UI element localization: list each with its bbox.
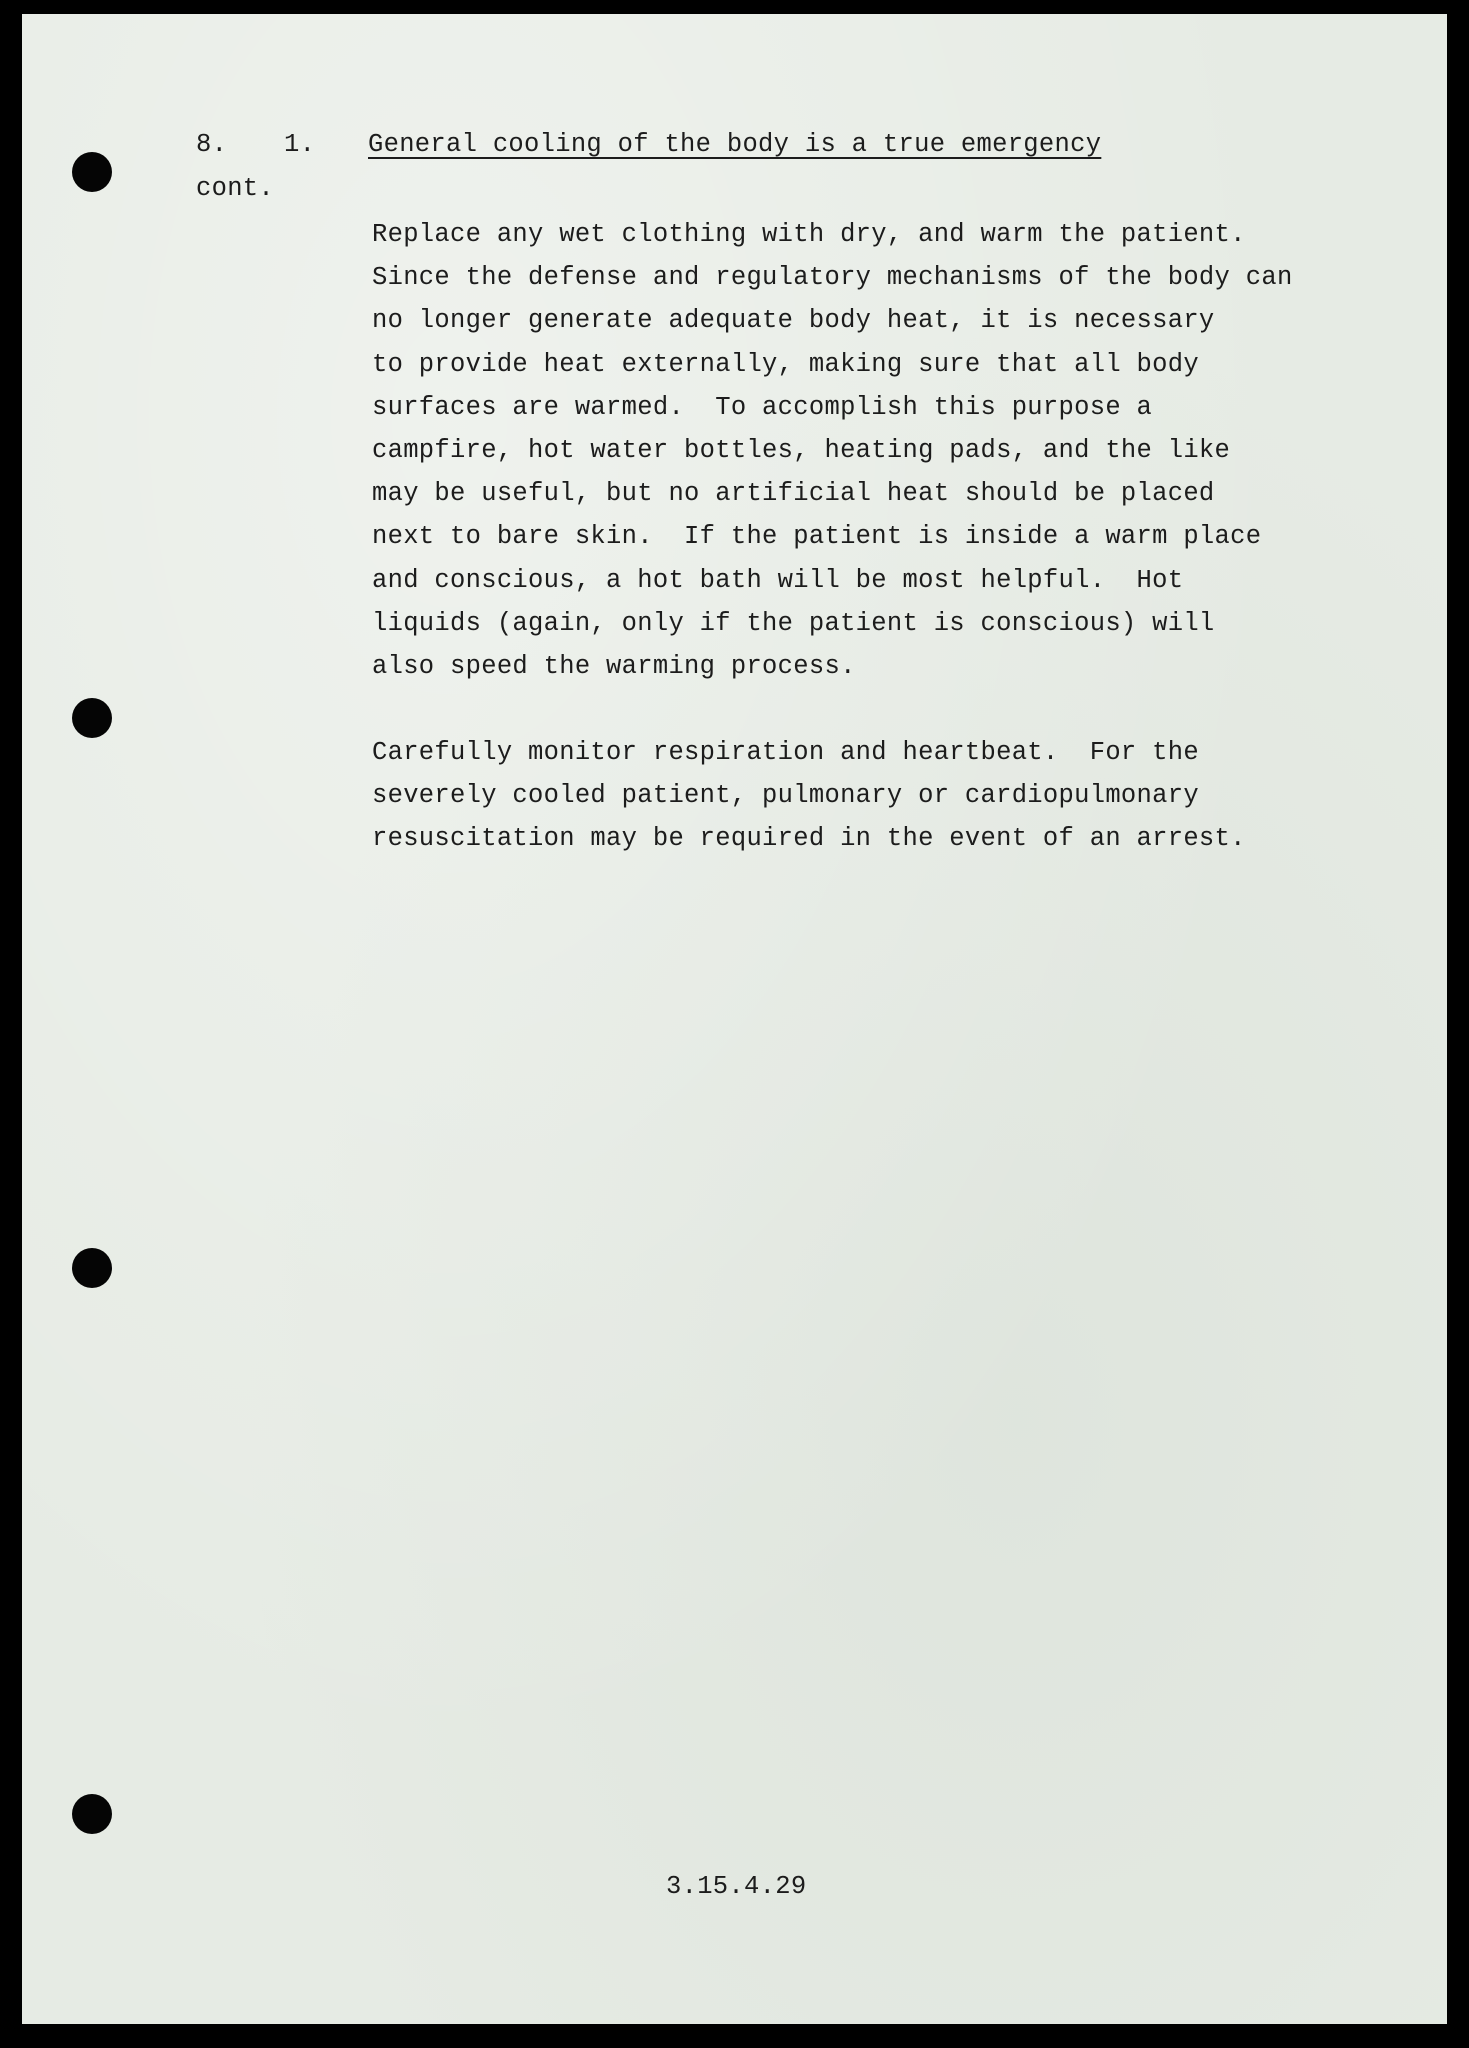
section-number: 8.: [196, 130, 228, 159]
paragraph-monitoring: [372, 731, 1246, 861]
paragraph-line: to provide heat externally, making sure that all body: [372, 349, 1199, 379]
paragraph-line: and conscious, a hot bath will be most helpful. Hot: [372, 565, 1184, 595]
paragraph-line: liquids (again, only if the patient is conscious) will: [372, 608, 1215, 638]
subsection-number: 1.: [284, 130, 316, 159]
paragraph-line: campfire, hot water bottles, heating pads, and the like: [372, 436, 1231, 466]
punch-hole-4: [72, 1794, 112, 1834]
paragraph-line: resuscitation may be required in the event of an arrest.: [372, 824, 1246, 854]
page-code: 3.15.4.29: [666, 1872, 807, 1901]
paragraph-warming: [372, 213, 1293, 688]
paragraph-line: also speed the warming process.: [372, 652, 856, 682]
document-page: [22, 14, 1447, 2024]
paragraph-line: may be useful, but no artificial heat should be placed: [372, 479, 1215, 509]
section-title: General cooling of the body is a true emergency: [368, 130, 1102, 159]
paragraph-line: severely cooled patient, pulmonary or cardiopulmonary: [372, 781, 1199, 811]
paragraph-line: surfaces are warmed. To accomplish this purpose a: [372, 392, 1153, 422]
paragraph-line: Carefully monitor respiration and heartbeat. For the: [372, 738, 1199, 767]
continued-label: cont.: [196, 174, 275, 203]
paragraph-line: no longer generate adequate body heat, it is necessary: [372, 306, 1215, 336]
paragraph-line: Since the defense and regulatory mechanisms of the body can: [372, 263, 1293, 293]
paragraph-line: Replace any wet clothing with dry, and warm the patient.: [372, 220, 1246, 249]
punch-hole-2: [72, 698, 112, 738]
punch-hole-1: [72, 152, 112, 192]
paragraph-line: next to bare skin. If the patient is inside a warm place: [372, 522, 1262, 552]
punch-hole-3: [72, 1248, 112, 1288]
